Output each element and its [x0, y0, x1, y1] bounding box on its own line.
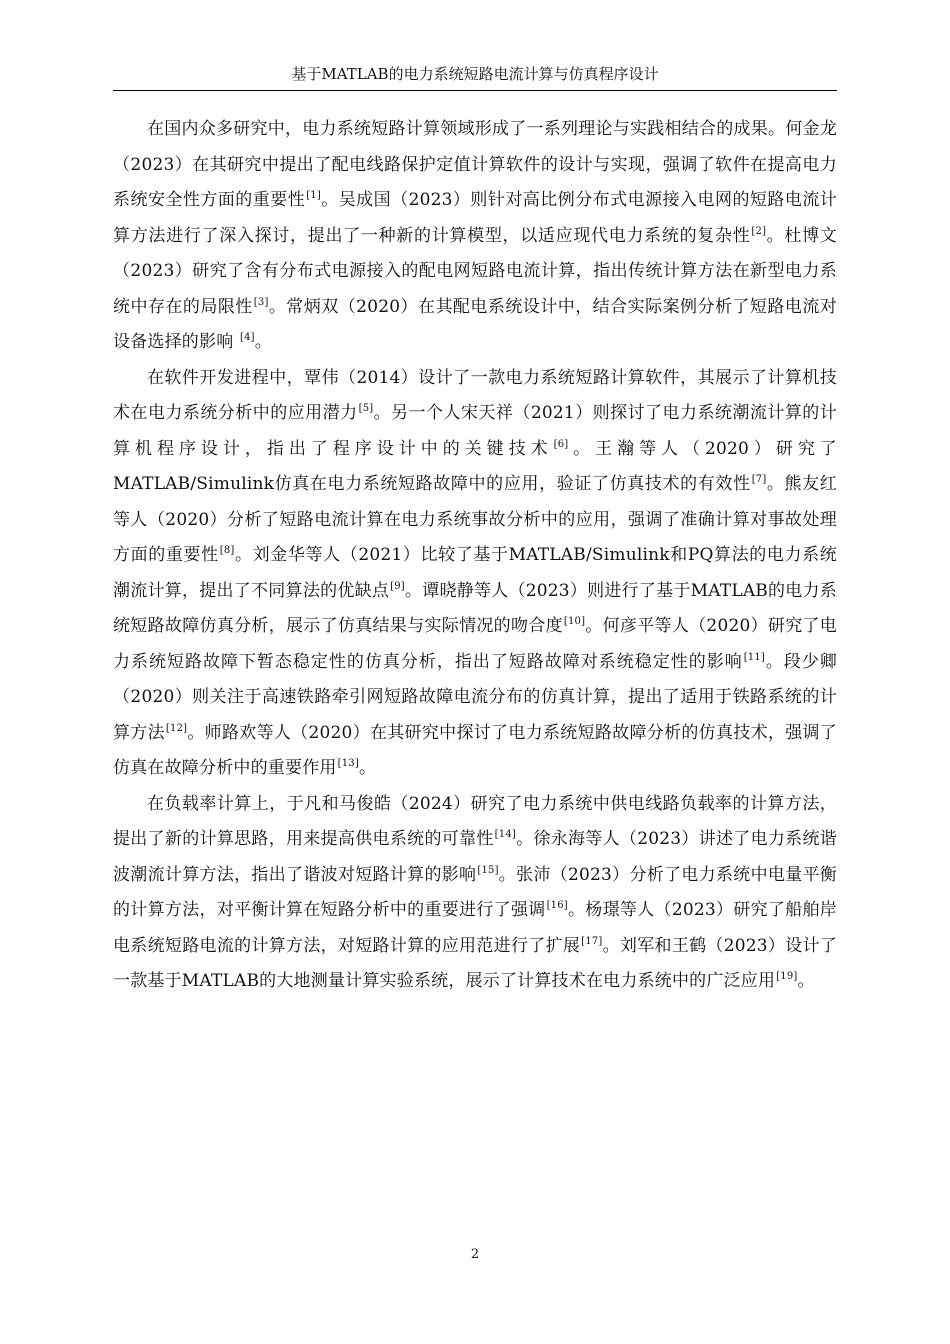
- citation-marker: [10]: [563, 616, 586, 627]
- header-divider: [113, 90, 837, 91]
- paragraph-text: 在国内众多研究中，电力系统短路计算领域形成了一系列理论与实践相结合的成果。何金龙（2023）在其研究中提出了配电线路保护定值计算软件的设计与实现，强调了软件在提高电力系统安全性方面的重要性: [113, 119, 837, 210]
- citation-marker: [2]: [751, 225, 767, 237]
- paragraph-text: 。刘军和王鹤（2023）设计了一款基于MATLAB的大地测量计算实验系统，展示了计算技术在电力系统中的广泛应用: [113, 935, 837, 991]
- citation-marker: [7]: [751, 474, 767, 485]
- citation-marker: [1]: [306, 190, 321, 201]
- paragraph-text: 。熊友红等人（2020）分析了短路电流计算在电力系统事故分析中的应用，强调了准确计算对事故处理方面的重要性: [113, 474, 837, 565]
- paragraph: [113, 787, 837, 1000]
- citation-marker: [11]: [743, 651, 766, 663]
- paragraph-text: 。段少卿（2020）则关注于高速铁路牵引网短路故障电流分布的仿真计算，提出了适用于铁路系统的计算方法: [113, 651, 837, 743]
- citation-marker: [4]: [240, 332, 255, 343]
- paragraph-text: 。: [358, 758, 377, 778]
- paragraph-text: 。谭晓静等人（2023）则进行了基于MATLAB的电力系统短路故障仿真分析，展示了仿真结果与实际情况的吻合度: [113, 580, 838, 636]
- citation-marker: [6]: [553, 438, 569, 450]
- citation-marker: [13]: [337, 758, 359, 769]
- paragraph-text: 。吴成国（2023）则针对高比例分布式电源接入电网的短路电流计算方法进行了深入探讨，提出了一种新的计算模型，以适应现代电力系统的复杂性: [113, 190, 837, 246]
- citation-marker: [16]: [546, 900, 568, 911]
- citation-marker: [15]: [477, 864, 499, 876]
- citation-marker: [9]: [390, 580, 405, 592]
- running-header: 基于MATLAB的电力系统短路电流计算与仿真程序设计: [291, 65, 659, 83]
- paragraph-text: 。徐永海等人（2023）讲述了电力系统谐波潮流计算方法，指出了谐波对短路计算的影响: [113, 829, 837, 885]
- citation-marker: [17]: [581, 935, 603, 947]
- paragraph-text: 。杜博文（2023）研究了含有分布式电源接入的配电网短路电流计算，指出传统计算方法在新型电力系统中存在的局限性: [113, 225, 837, 317]
- citation-marker: [12]: [165, 722, 188, 734]
- citation-marker: [5]: [358, 403, 374, 414]
- paragraph-text: 。: [797, 971, 815, 991]
- paragraph-text: 在软件开发进程中，覃伟（2014）设计了一款电力系统短路计算软件，其展示了计算机技术在电力系统分析中的应用潜力: [113, 367, 837, 423]
- citation-marker: [14]: [494, 829, 516, 840]
- paragraph-text: 在负载率计算上，于凡和马俊皓（2024）研究了电力系统中供电线路负载率的计算方法，提出了新的计算思路，用来提高供电系统的可靠性: [113, 793, 837, 849]
- paragraph-text: 。另一个人宋天祥（2021）则探讨了电力系统潮流计算的计算机程序设计，指出了程序设计中的关键技术: [113, 403, 837, 459]
- citation-marker: [3]: [253, 296, 269, 308]
- body-text: [113, 112, 837, 1000]
- paragraph: [113, 112, 837, 361]
- paragraph-text: 。杨璟等人（2023）研究了船舶岸电系统短路电流的计算方法，对短路计算的应用范进行了扩展: [113, 900, 838, 956]
- paragraph-text: 。师路欢等人（2020）在其研究中探讨了电力系统短路故障分析的仿真技术，强调了仿真在故障分析中的重要作用: [113, 722, 838, 778]
- paragraph-text: 。张沛（2023）分析了电力系统中电量平衡的计算方法，对平衡计算在短路分析中的重要进行了强调: [113, 864, 837, 920]
- paragraph-text: 。何彦平等人（2020）研究了电力系统短路故障下暂态稳定性的仿真分析，指出了短路故障对系统稳定性的影响: [113, 616, 837, 672]
- paragraph-text: 。王瀚等人（2020）研究了MATLAB/Simulink仿真在电力系统短路故障中的应用，验证了仿真技术的有效性: [113, 438, 837, 494]
- page-number: 2: [470, 1247, 480, 1262]
- citation-marker: [19]: [776, 971, 798, 982]
- paragraph: [113, 361, 837, 787]
- citation-marker: [8]: [219, 545, 235, 556]
- paragraph-text: 。常炳双（2020）在其配电系统设计中，结合实际案例分析了短路电流对设备选择的影响: [113, 296, 838, 352]
- paragraph-text: 。刘金华等人（2021）比较了基于MATLAB/Simulink和PQ算法的电力系统潮流计算，提出了不同算法的优缺点: [113, 545, 837, 601]
- paragraph-text: 。: [254, 332, 272, 352]
